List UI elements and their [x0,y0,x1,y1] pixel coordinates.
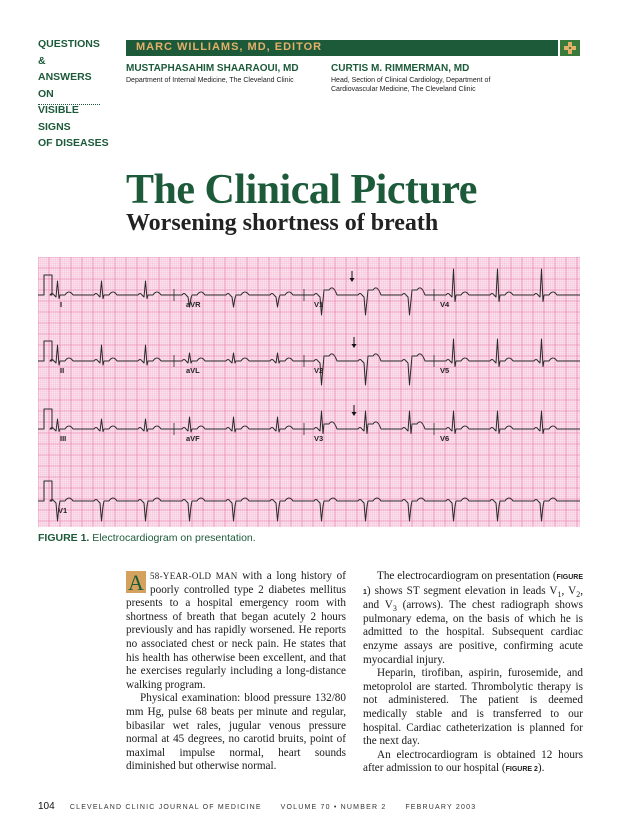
author-block [331,63,490,94]
text-run: The electrocardiogram on presentation ( [377,570,557,582]
ecg-lead-label: V4 [440,300,450,309]
body-column-left [126,570,346,774]
ecg-lead-label: V3 [314,434,324,443]
page-footer [38,801,476,812]
affiliation-line: Cardiovascular Medicine, The Cleveland Clinic [331,86,476,93]
series-line: OF DISEASES [38,137,109,149]
paragraph-text: with a long history of poorly controlled type 2 diabetes mellitus presents to a hospital emergency room with shortness of breath that began acutely 2 hours previously and has rapidly worsened. He reports no associated chest or neck pain. He states that his health has otherwise been excellent, and that he exercises regularly including a long-distance walking program. [126,570,346,691]
paragraph-text: Physical examination: blood pressure 132/80 mm Hg, pulse 68 beats per minute and regular, bibasilar wet rales, jugular venous pressure normal at 45 degrees, no carotid bruits, point of maximal impulse normal, heart sounds diminished but otherwise normal. [126,692,346,773]
body-column-right [363,570,583,777]
ecg-strip [38,257,580,527]
text-run: (arrows). The chest radiograph shows pulmonary edema, on the basis of which he is admitted to the hospital. Subsequent cardiac enzyme assays are positive, confirming acute myocardial injury. [363,599,583,666]
lead-smallcaps: 58-YEAR-OLD MAN [150,571,238,581]
figure-label: FIGURE 1. [38,532,90,544]
page-number: 104 [38,801,55,812]
article-title: The Clinical Picture [126,167,477,213]
figure-caption [38,532,256,544]
series-line: ANSWERS ON [38,71,92,100]
series-label [38,36,110,152]
author-affiliation: Department of Internal Medicine, The Cleveland Clinic [126,77,294,84]
author-block [126,63,299,85]
journal-name: CLEVELAND CLINIC JOURNAL OF MEDICINE [69,804,262,811]
ecg-lead-label: II [60,366,65,375]
ecg-lead-label: V2 [314,366,324,375]
paragraph [363,570,583,667]
series-divider [38,104,100,105]
journal-logo-icon [560,40,580,56]
ecg-lead-label: V1 [58,506,68,515]
subscript: 2 [576,589,581,599]
series-line: QUESTIONS & [38,38,100,67]
subscript: 3 [392,604,397,614]
ecg-lead-label: V1 [314,300,324,309]
ecg-lead-label: aVL [186,366,200,375]
figure-ref-link[interactable]: FIGURE 2 [505,766,538,774]
text-run: ) shows ST segment elevation in leads V [366,584,558,597]
ecg-lead-label: V5 [440,366,450,375]
paragraph [363,749,583,777]
journal-volume: VOLUME 70 • NUMBER 2 [280,804,387,811]
text-run: , and V [363,584,583,612]
ecg-lead-label: III [60,434,67,443]
author-affiliation [331,76,490,94]
drop-cap: A [126,571,146,593]
text-run: , V [561,584,577,597]
ecg-lead-label: V6 [440,434,450,443]
author-name: CURTIS M. RIMMERMAN, MD [331,63,470,74]
subscript: 1 [557,589,562,599]
ecg-lead-label: aVF [186,434,200,443]
ecg-figure [38,257,580,527]
journal-date: FEBRUARY 2003 [405,804,477,811]
series-line: VISIBLE SIGNS [38,104,79,133]
author-name: MUSTAPHASAHIM SHAARAOUI, MD [126,63,299,74]
text-run: An electrocardiogram is obtained 12 hours after admission to our hospital ( [363,748,583,775]
editor-bar [126,40,558,56]
text-run: ). [537,762,545,775]
ecg-lead-label: I [60,300,63,309]
editor-name: MARC WILLIAMS, MD, EDITOR [136,41,323,53]
article-subtitle: Worsening shortness of breath [126,210,439,236]
affiliation-line: Head, Section of Clinical Cardiology, Department of [331,77,491,84]
figure-ref-link[interactable]: FIGURE 1 [363,574,583,596]
figure-caption-text: Electrocardiogram on presentation. [92,532,256,544]
paragraph-text: Heparin, tirofiban, aspirin, furosemide, and metoprolol are started. Thrombolytic therapy is not administered. The patient is deemed medically stable and is transferred to our hospital. Cardiac catheterization is planned for the next day. [363,667,583,748]
ecg-lead-label: aVR [186,300,201,309]
